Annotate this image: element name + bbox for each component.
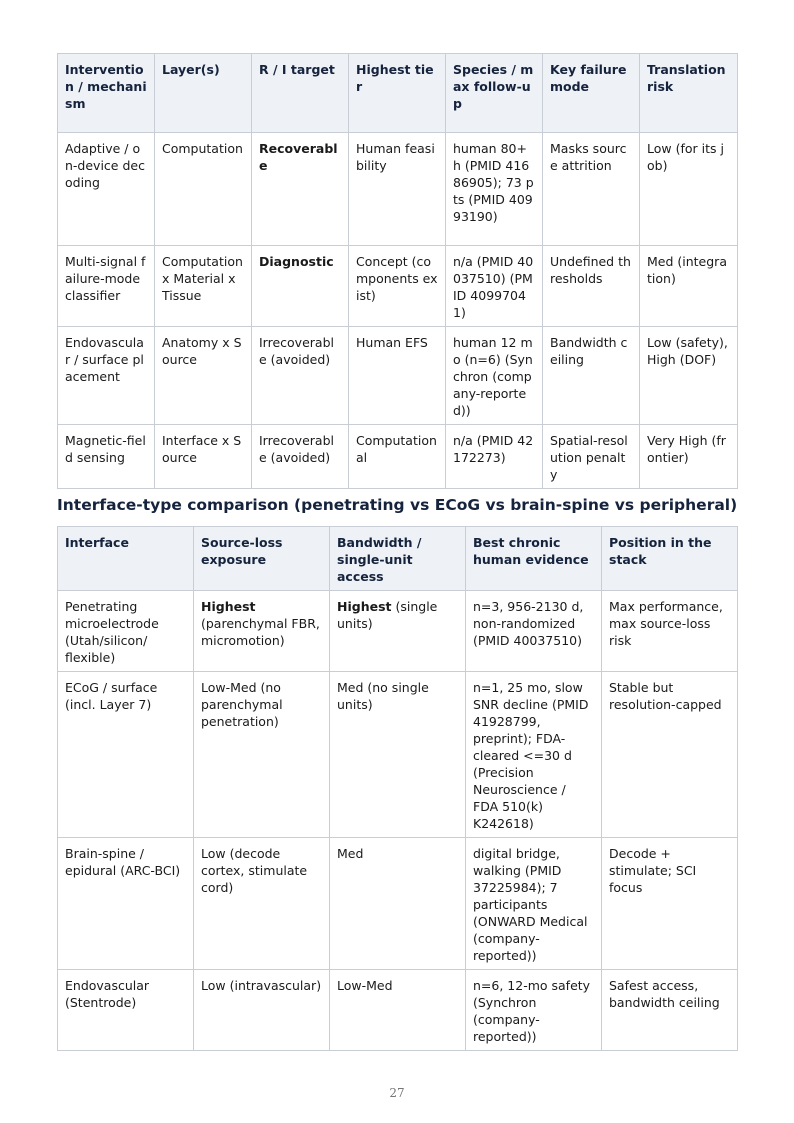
table-row (58, 246, 738, 327)
bold-value: Highest (201, 599, 256, 614)
table-cell: Magnetic-field sensing (58, 425, 155, 489)
column-header: Layer(s) (155, 54, 252, 133)
column-header: Bandwidth / single-unit access (330, 527, 466, 591)
bold-value: Diagnostic (259, 254, 334, 269)
table-cell: n=3, 956-2130 d, non-randomized (PMID 40037510) (466, 591, 602, 672)
table-cell: Masks source attrition (543, 133, 640, 246)
table-cell: Low-Med (no parenchymal penetration) (194, 672, 330, 838)
table-cell: n/a (PMID 42172273) (446, 425, 543, 489)
table-cell: Med (no single units) (330, 672, 466, 838)
column-header: R / I target (252, 54, 349, 133)
column-header: Translation risk (640, 54, 738, 133)
bold-value: Recoverable (259, 141, 338, 173)
table-cell: Human EFS (349, 327, 446, 425)
column-header: Interface (58, 527, 194, 591)
table-cell: Safest access, bandwidth ceiling (602, 970, 738, 1051)
column-header: Key failure mode (543, 54, 640, 133)
table-cell: Decode + stimulate; SCI focus (602, 838, 738, 970)
table-cell: Multi-signal failure-mode classifier (58, 246, 155, 327)
table-cell: Low (decode cortex, stimulate cord) (194, 838, 330, 970)
bold-value: Highest (337, 599, 392, 614)
table-cell (252, 133, 349, 246)
table-cell: Brain-spine / epidural (ARC-BCI) (58, 838, 194, 970)
table-row (58, 425, 738, 489)
table-row (58, 672, 738, 838)
table-cell: Bandwidth ceiling (543, 327, 640, 425)
table-cell: Endovascular / surface placement (58, 327, 155, 425)
table-cell: n=1, 25 mo, slow SNR decline (PMID 41928799, preprint); FDA-cleared <=30 d (Precision Neuroscience / FDA 510(k) K242618) (466, 672, 602, 838)
column-header: Best chronic human evidence (466, 527, 602, 591)
table-row (58, 970, 738, 1051)
table-cell: ECoG / surface (incl. Layer 7) (58, 672, 194, 838)
table-cell: Computation (155, 133, 252, 246)
column-header: Highest tier (349, 54, 446, 133)
table-cell: Very High (frontier) (640, 425, 738, 489)
column-header: Source-loss exposure (194, 527, 330, 591)
table-cell: Low (for its job) (640, 133, 738, 246)
cell-text: (parenchymal FBR, micromotion) (201, 616, 320, 648)
table-cell: Stable but resolution-capped (602, 672, 738, 838)
table-cell: Computational (349, 425, 446, 489)
table-row (58, 838, 738, 970)
table-cell: Med (integration) (640, 246, 738, 327)
table-cell: Penetrating microelectrode (Utah/silicon/ flexible) (58, 591, 194, 672)
table-cell: Med (330, 838, 466, 970)
table-header-row (58, 54, 738, 133)
table-cell (194, 591, 330, 672)
section-title: Interface-type comparison (penetrating vs ECoG vs brain-spine vs peripheral) (57, 496, 738, 514)
table-cell: human 80+ h (PMID 41686905); 73 pts (PMID 40993190) (446, 133, 543, 246)
intervention-table (57, 53, 738, 489)
table-cell: Concept (components exist) (349, 246, 446, 327)
table-cell: Endovascular (Stentrode) (58, 970, 194, 1051)
column-header: Position in the stack (602, 527, 738, 591)
table-cell: Anatomy x Source (155, 327, 252, 425)
page-number: 27 (389, 1086, 405, 1100)
table-row (58, 327, 738, 425)
table-row (58, 133, 738, 246)
table-cell: Spatial-resolution penalty (543, 425, 640, 489)
table-cell: Max performance, max source-loss risk (602, 591, 738, 672)
table-cell: Low-Med (330, 970, 466, 1051)
table-cell: Low (safety), High (DOF) (640, 327, 738, 425)
interface-comparison-table (57, 526, 738, 1051)
cell-text: (single units) (337, 599, 438, 631)
table-cell: digital bridge, walking (PMID 37225984); 7 participants (ONWARD Medical (company-reported)) (466, 838, 602, 970)
table-cell (330, 591, 466, 672)
table-cell: Human feasibility (349, 133, 446, 246)
table-cell: Irrecoverable (avoided) (252, 327, 349, 425)
table-cell: Adaptive / on-device decoding (58, 133, 155, 246)
table-cell: Low (intravascular) (194, 970, 330, 1051)
column-header: Species / max follow-up (446, 54, 543, 133)
table-cell: Computation x Material x Tissue (155, 246, 252, 327)
table-cell: n/a (PMID 40037510) (PMID 40997041) (446, 246, 543, 327)
column-header: Intervention / mechanism (58, 54, 155, 133)
table-cell: Irrecoverable (avoided) (252, 425, 349, 489)
table-cell: Interface x Source (155, 425, 252, 489)
table-row (58, 591, 738, 672)
table-cell: n=6, 12-mo safety (Synchron (company-reported)) (466, 970, 602, 1051)
table-header-row (58, 527, 738, 591)
table-cell: human 12 mo (n=6) (Synchron (company-reported)) (446, 327, 543, 425)
table-cell (252, 246, 349, 327)
table-cell: Undefined thresholds (543, 246, 640, 327)
